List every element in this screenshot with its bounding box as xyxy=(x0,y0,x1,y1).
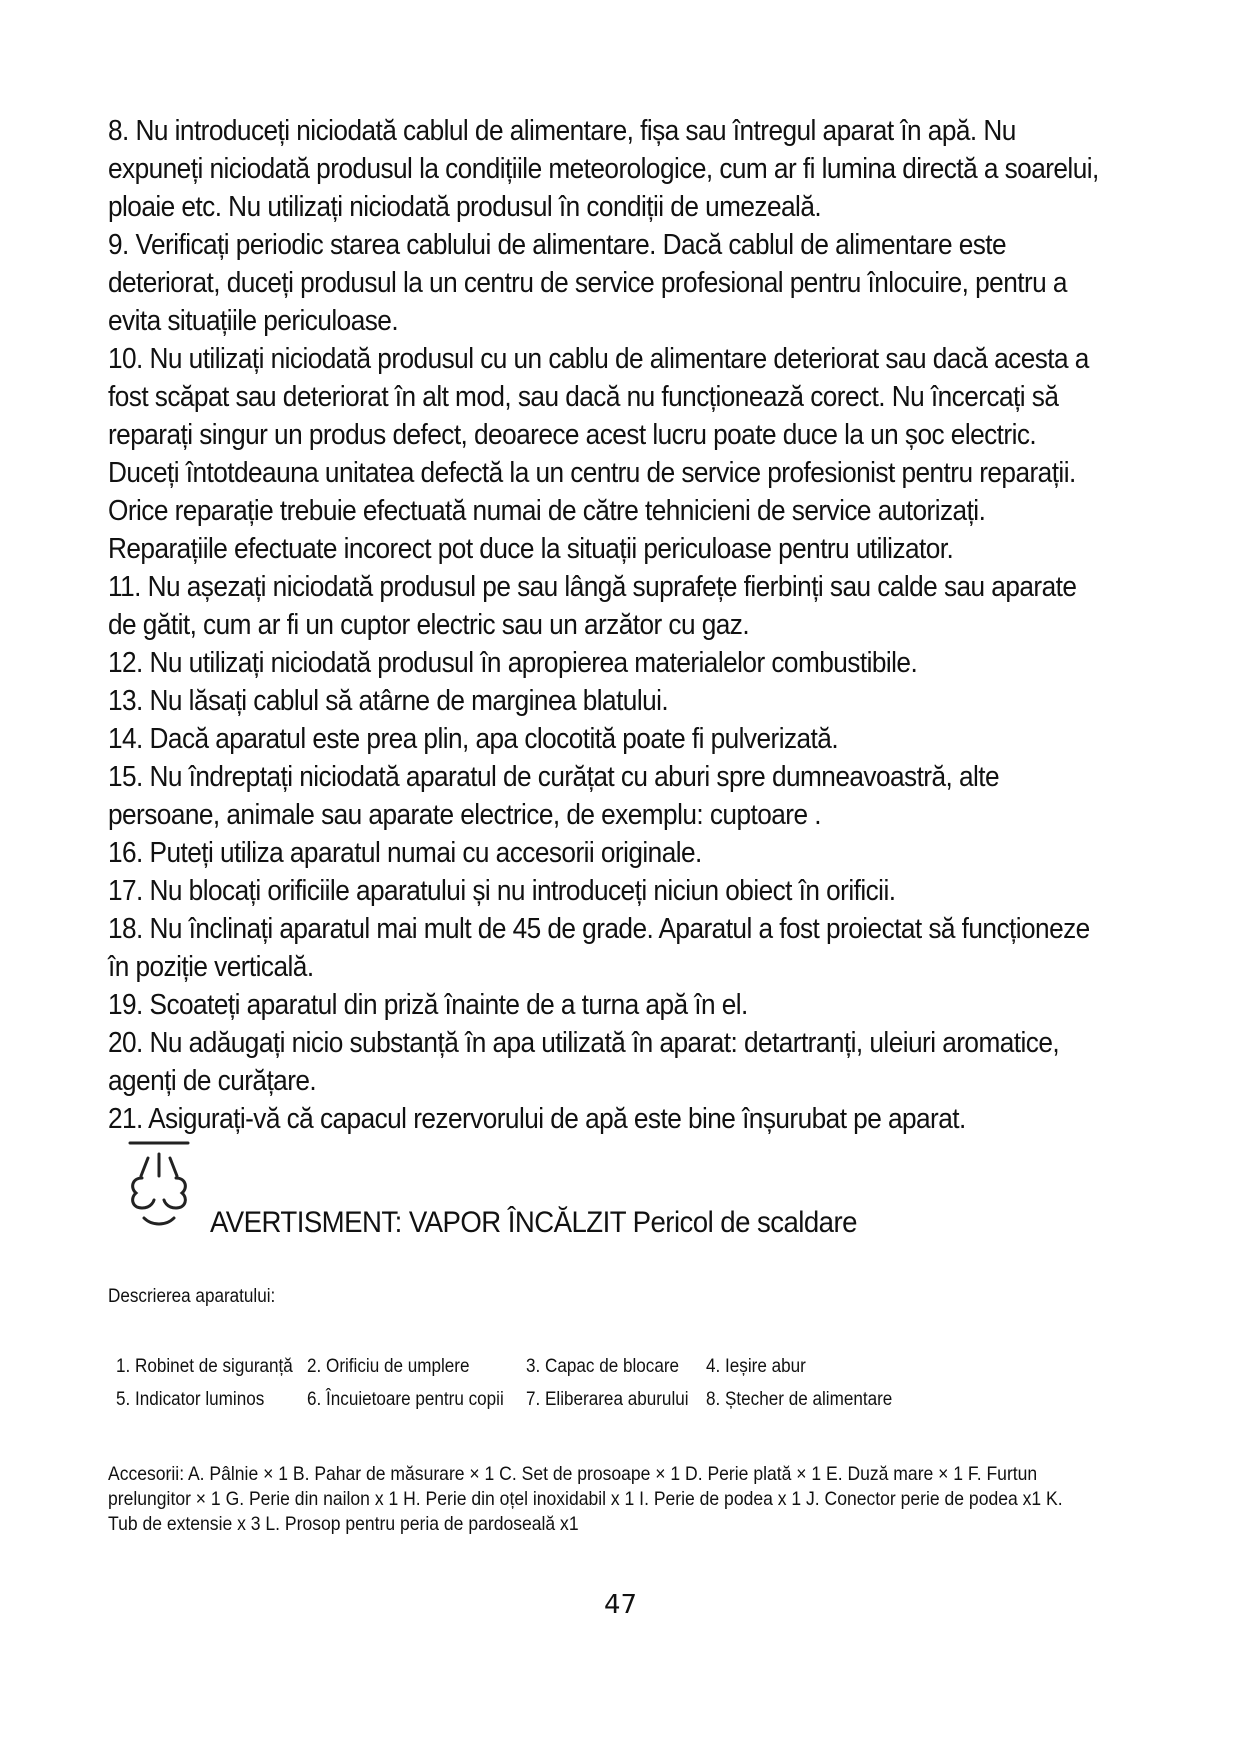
rule-11: 11. Nu așezați niciodată produsul pe sau lângă suprafețe fierbinți sau calde sau aparate de gătit, cum ar fi un cuptor electric sau un arzător cu gaz. xyxy=(108,571,1077,641)
safety-rules-list xyxy=(108,112,1102,1138)
rule-8: 8. Nu introduceți niciodată cablul de alimentare, fișa sau întregul aparat în apă. Nu expuneți niciodată produsul la condițiile meteorologice, cum ar fi lumina directă a soarelui, ploaie etc. Nu utilizați niciodată produsul în condiții de umezeală. xyxy=(108,115,1099,223)
part-item: 8. Ștecher de alimentare xyxy=(706,1389,893,1410)
rule-19: 19. Scoateți aparatul din priză înainte de a turna apă în el. xyxy=(108,989,748,1021)
accessories-list: Accesorii: A. Pâlnie × 1 B. Pahar de măsurare × 1 C. Set de prosoape × 1 D. Perie plată × 1 E. Duză mare × 1 F. Furtun prelungitor × 1 G. Perie din nailon x 1 H. Perie din oțel inoxidabil x 1 I. Perie de podea x 1 J. Conector perie de podea x1 K. Tub de extensie x 3 L. Prosop pentru peria de pardoseală x1 xyxy=(108,1463,1063,1535)
part-item: 7. Eliberarea aburului xyxy=(526,1389,689,1410)
rule-9: 9. Verificați periodic starea cablului de alimentare. Dacă cablul de alimentare este deteriorat, duceți produsul la un centru de service profesional pentru înlocuire, pentru a evita situațiile periculoase. xyxy=(108,229,1067,337)
hot-steam-icon xyxy=(128,1140,198,1232)
rule-16: 16. Puteți utiliza aparatul numai cu accesorii originale. xyxy=(108,837,702,869)
steam-warning-text: AVERTISMENT: VAPOR ÎNCĂLZIT Pericol de scaldare xyxy=(210,1206,857,1239)
part-item: 4. Ieșire abur xyxy=(706,1356,806,1377)
appliance-description-label: Descrierea aparatului: xyxy=(108,1286,276,1307)
rule-17: 17. Nu blocați orificiile aparatului și nu introduceți niciun obiect în orificii. xyxy=(108,875,896,907)
rule-21: 21. Asigurați-vă că capacul rezervorului de apă este bine înșurubat pe aparat. xyxy=(108,1103,966,1135)
page-number: 47 xyxy=(603,1590,638,1620)
rule-13: 13. Nu lăsați cablul să atârne de marginea blatului. xyxy=(108,685,669,717)
part-item: 1. Robinet de siguranță xyxy=(116,1356,293,1377)
rule-18: 18. Nu înclinați aparatul mai mult de 45 de grade. Aparatul a fost proiectat să funcționeze în poziție verticală. xyxy=(108,913,1090,983)
part-item: 2. Orificiu de umplere xyxy=(307,1356,470,1377)
part-item: 6. Încuietoare pentru copii xyxy=(307,1389,504,1410)
rule-14: 14. Dacă aparatul este prea plin, apa clocotită poate fi pulverizată. xyxy=(108,723,839,755)
rule-20: 20. Nu adăugați nicio substanță în apa utilizată în aparat: detartranți, uleiuri aromatice, agenți de curățare. xyxy=(108,1027,1060,1097)
part-item: 3. Capac de blocare xyxy=(526,1356,680,1377)
rule-10: 10. Nu utilizați niciodată produsul cu un cablu de alimentare deteriorat sau dacă acesta a fost scăpat sau deteriorat în alt mod, sau dacă nu funcționează corect. Nu încercați să reparați singur un produs defect, deoarece acest lucru poate duce la un șoc electric. Duceți întotdeauna unitatea defectă la un centru de service profesionist pentru reparații. Orice reparație trebuie efectuată numai de către tehnicieni de service autorizați. Reparațiile efectuate incorect pot duce la situații periculoase pentru utilizator. xyxy=(108,343,1089,565)
rule-12: 12. Nu utilizați niciodată produsul în apropierea materialelor combustibile. xyxy=(108,647,918,679)
rule-15: 15. Nu îndreptați niciodată aparatul de curățat cu aburi spre dumneavoastră, alte persoane, animale sau aparate electrice, de exemplu: cuptoare . xyxy=(108,761,1000,831)
part-item: 5. Indicator luminos xyxy=(116,1389,265,1410)
